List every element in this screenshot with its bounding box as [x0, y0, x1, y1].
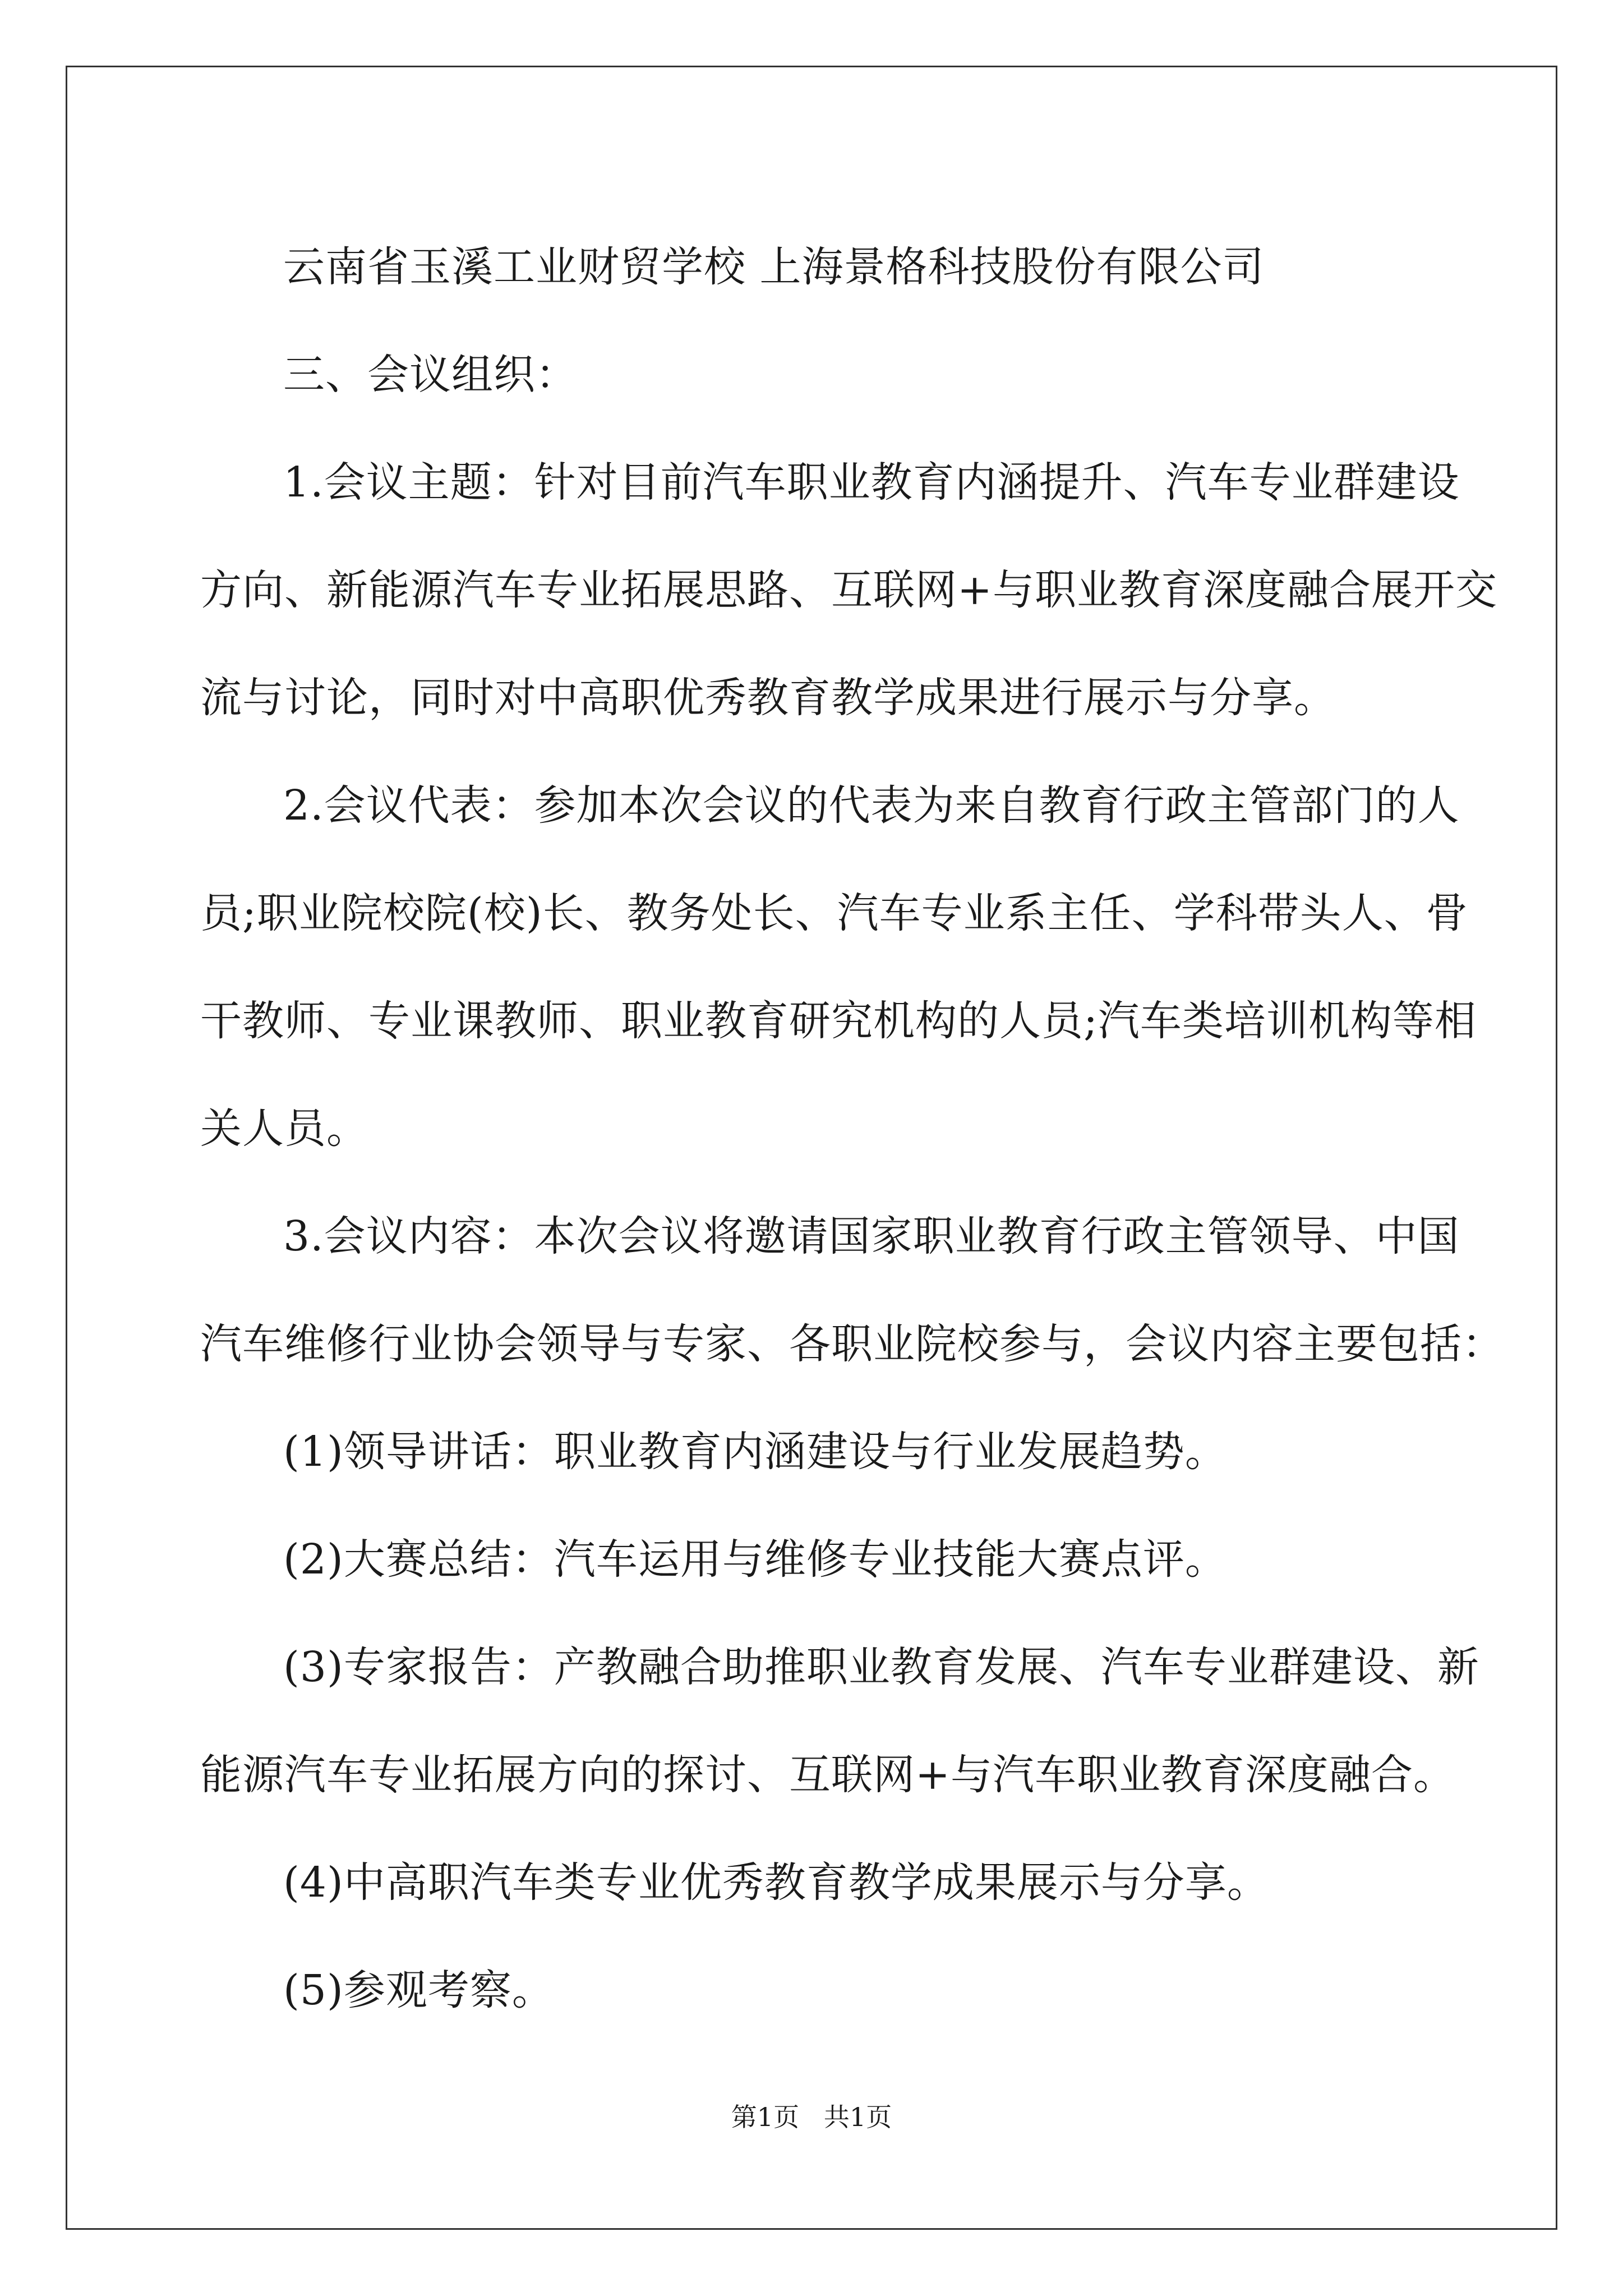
page-number: 第1页 共1页	[731, 2102, 892, 2132]
text-line: 员;职业院校院(校)长、教务处长、汽车专业系主任、学科带头人、骨	[200, 889, 1468, 937]
text-line: 干教师、专业课教师、职业教育研究机构的人员;汽车类培训机构等相	[200, 997, 1477, 1045]
text-line: 3.会议内容：本次会议将邀请国家职业教育行政主管领导、中国	[283, 1212, 1460, 1260]
list-item: (3)专家报告：产教融合助推职业教育发展、汽车专业群建设、新	[283, 1643, 1479, 1691]
list-item: (5)参观考察。	[283, 1966, 554, 2014]
page-footer	[0, 2097, 1623, 2134]
document-body	[200, 213, 1504, 2044]
text-line-school: 云南省玉溪工业财贸学校 上海景格科技股份有限公司	[283, 243, 1265, 291]
text-line: 流与讨论，同时对中高职优秀教育教学成果进行展示与分享。	[200, 674, 1336, 722]
list-item-continuation: 能源汽车专业拓展方向的探讨、互联网+与汽车职业教育深度融合。	[200, 1751, 1456, 1799]
list-item: (4)中高职汽车类专业优秀教育教学成果展示与分享。	[283, 1858, 1269, 1907]
text-line: 关人员。	[200, 1105, 368, 1153]
text-line: 汽车维修行业协会领导与专家、各职业院校参与，会议内容主要包括：	[200, 1320, 1504, 1368]
text-line: 1.会议主题：针对目前汽车职业教育内涵提升、汽车专业群建设	[283, 458, 1460, 507]
list-item: (2)大赛总结：汽车运用与维修专业技能大赛点评。	[283, 1535, 1227, 1584]
section-heading: 三、会议组织：	[283, 351, 578, 399]
text-line: 2.会议代表：参加本次会议的代表为来自教育行政主管部门的人	[283, 781, 1460, 830]
text-line: 方向、新能源汽车专业拓展思路、互联网+与职业教育深度融合展开交	[200, 566, 1498, 614]
body-text	[200, 213, 1504, 2044]
list-item: (1)领导讲话：职业教育内涵建设与行业发展趋势。	[283, 1428, 1227, 1476]
